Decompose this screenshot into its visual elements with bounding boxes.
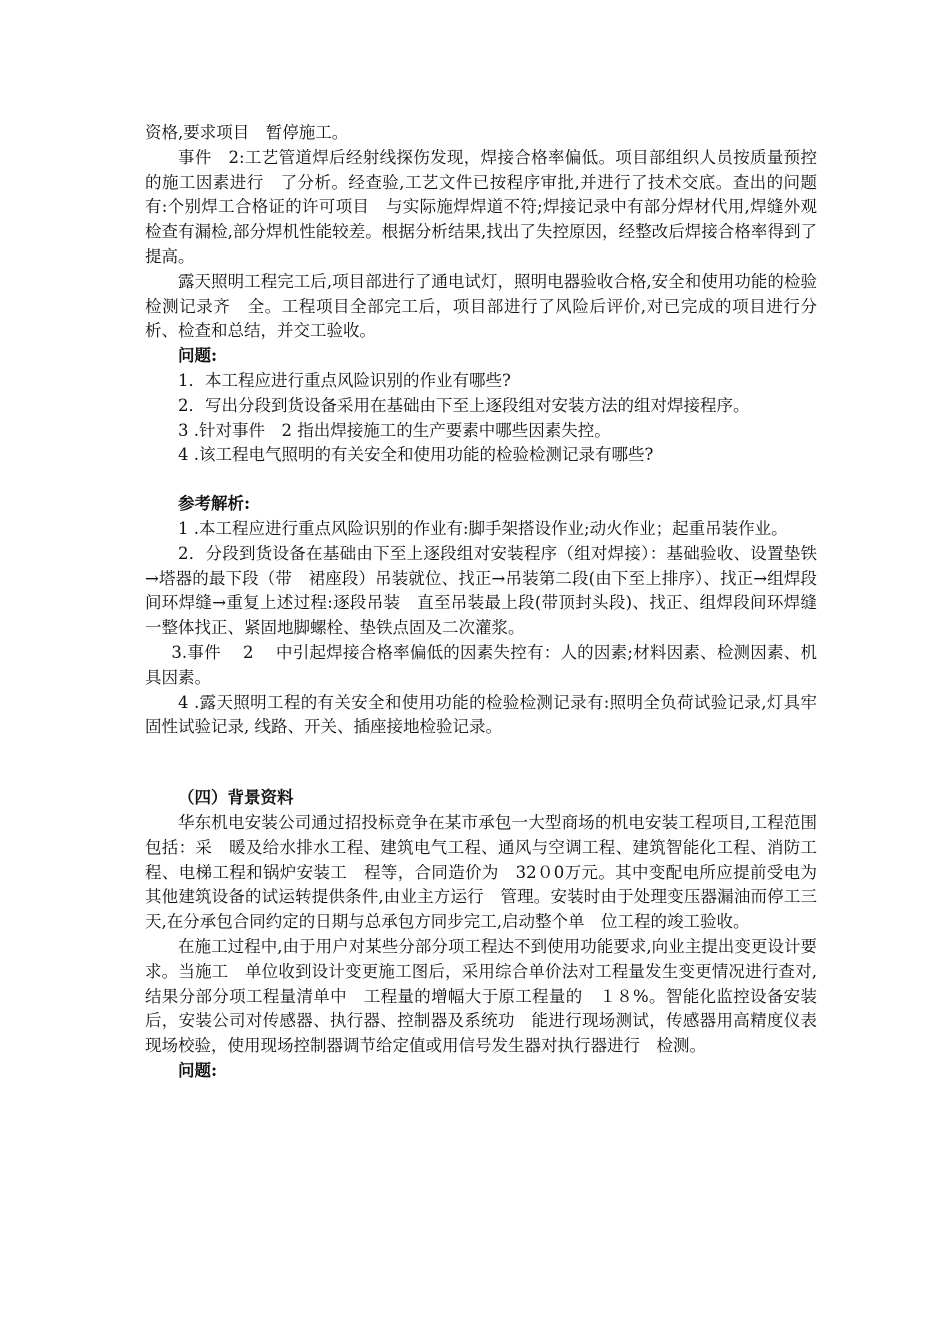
paragraph-lighting: 露天照明工程完工后,项目部进行了通电试灯，照明电器验收合格,安全和使用功能的检验检测记录齐 全。工程项目全部完工后，项目部进行了风险后评价,对已完成的项目进行分析、检查和总结，并交工验收。 xyxy=(145,271,817,341)
spacer xyxy=(145,740,817,786)
section-4-heading: （四）背景资料 xyxy=(178,788,294,808)
answer-2: 2．分段到货设备在基础由下至上逐段组对安装程序（组对焊接）：基础验收、设置垫铁→塔器的最下段（带 裙座段）吊装就位、找正→吊装第二段(由下至上排序）、找正→组焊段间环焊缝→重复上述过程:逐段吊装 直至吊装最上段(带顶封头段)、找正、组焊段间环焊缝一整体找正、紧固地脚螺栓、垫铁点固及二次灌浆。 xyxy=(145,543,817,638)
paragraph-event-2: 事件 2:工艺管道焊后经射线探伤发现，焊接合格率偏低。项目部组织人员按质量预控的施工因素进行 了分析。经查验,工艺文件已按程序审批,并进行了技术交底。查出的问题有:个别焊工合格证的许可项目 与实际施焊焊道不符;焊接记录中有部分焊材代用,焊缝外观检查有漏检,部分焊机性能较差。根据分析结果,找出了失控原因，经整改后焊接合格率得到了提高。 xyxy=(145,147,817,266)
paragraph-continuation: 资格,要求项目 暂停施工。 xyxy=(145,123,349,142)
question-1: 1．本工程应进行重点风险识别的作业有哪些? xyxy=(178,370,511,390)
spacer xyxy=(145,468,817,492)
section-4-paragraph-2: 在施工过程中,由于用户对某些分部分项工程达不到使用功能要求,向业主提出变更设计要求。当施工 单位收到设计变更施工图后，采用综合单价法对工程量发生变更情况进行查对,结果分部分项工程量清单中 工程量的增幅大于原工程量的 １８%。智能化监控设备安装后，安装公司对传感器、执行器、控制器及系统功 能进行现场测试，传感器用高精度仪表现场校验，使用现场控制器调节给定值或用信号发生器对执行器进行 检测。 xyxy=(145,936,817,1056)
question-2: 2．写出分段到货设备采用在基础由下至上逐段组对安装方法的组对焊接程序。 xyxy=(178,395,750,415)
document-page xyxy=(145,121,817,1084)
answer-4: 4 .露天照明工程的有关安全和使用功能的检验检测记录有:照明全负荷试验记录,灯具牢固性试验记录, 线路、开关、插座接地检验记录。 xyxy=(145,692,817,737)
question-3: 3 .针对事件 2 指出焊接施工的生产要素中哪些因素失控。 xyxy=(178,420,611,440)
answer-3: 3.事件 2 中引起焊接合格率偏低的因素失控有：人的因素;材料因素、检测因素、机具因素。 xyxy=(145,642,817,687)
questions-heading: 问题: xyxy=(178,346,218,366)
answers-heading: 参考解析: xyxy=(178,494,251,514)
section-4-paragraph-1: 华东机电安装公司通过招投标竞争在某市承包一大型商场的机电安装工程项目,工程范围包括：采 暖及给水排水工程、建筑电气工程、通风与空调工程、建筑智能化工程、消防工程、电梯工程和锅炉安装工 程等，合同造价为 32０0万元。其中变配电所应提前受电为其他建筑设备的试运转提供条件,由业主方运行 管理。安装时由于处理变压器漏油而停工三天,在分承包合同约定的日期与总承包方同步完工,启动整个单 位工程的竣工验收。 xyxy=(145,812,817,932)
question-4: 4 .该工程电气照明的有关安全和使用功能的检验检测记录有哪些? xyxy=(178,445,654,465)
section-4-questions-heading: 问题: xyxy=(178,1060,218,1080)
answer-1: 1 .本工程应进行重点风险识别的作业有:脚手架搭设作业;动火作业；起重吊装作业。 xyxy=(178,518,788,538)
